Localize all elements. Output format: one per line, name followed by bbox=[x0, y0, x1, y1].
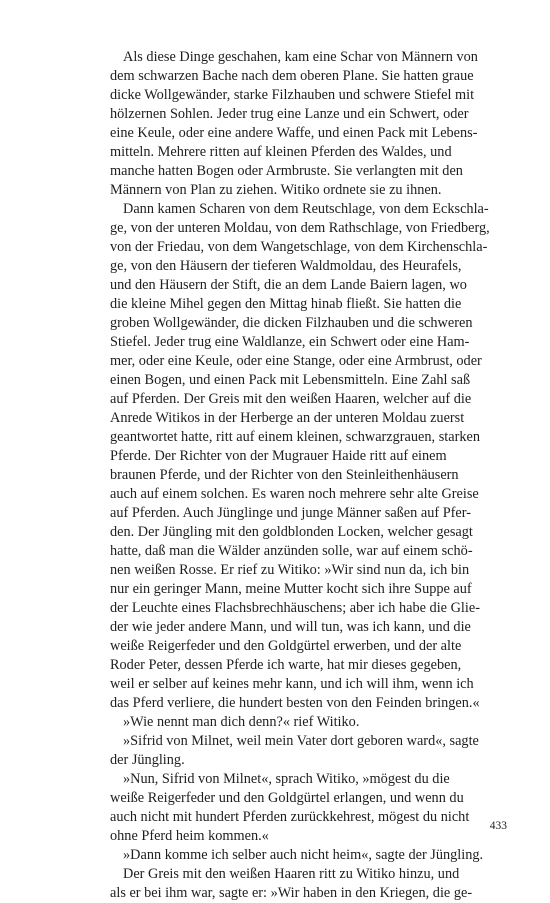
text-line: der Leuchte eines Flachsbrechhäuschens; aber ich habe die Glie- bbox=[110, 600, 480, 616]
text-line: Der Greis mit den weißen Haaren ritt zu Witiko hinzu, und bbox=[123, 866, 460, 882]
text-line: dicke Wollgewänder, starke Filzhauben und schwere Stiefel mit bbox=[110, 87, 475, 103]
text-line: auch nicht mit hundert Pferden zurückkehrest, mögest du nicht bbox=[110, 809, 470, 825]
text-line: Dann kamen Scharen von dem Reutschlage, von dem Eckschla- bbox=[123, 201, 489, 217]
text-line: Pferde. Der Richter von der Mugrauer Haide ritt auf einem bbox=[110, 448, 447, 464]
body-text bbox=[110, 48, 507, 903]
text-line: Anrede Witikos in der Herberge an der unteren Moldau zuerst bbox=[110, 410, 465, 426]
text-line: mer, oder eine Keule, oder eine Stange, oder eine Armbrust, oder bbox=[110, 353, 482, 369]
text-line: geantwortet hatte, ritt auf einem kleinen, schwarzgrauen, starken bbox=[110, 429, 480, 445]
text-line: Stiefel. Jeder trug eine Waldlanze, ein Schwert oder eine Ham- bbox=[110, 334, 470, 350]
text-line: einen Bogen, und einen Pack mit Lebensmitteln. Eine Zahl saß bbox=[110, 372, 471, 388]
text-line: »Nun, Sifrid von Milnet«, sprach Witiko, »mögest du die bbox=[123, 771, 450, 787]
text-line: Männern von Plan zu ziehen. Witiko ordnete sie zu ihnen. bbox=[110, 182, 442, 198]
text-line: auf Pferden. Auch Jünglinge und junge Männer saßen auf Pfer- bbox=[110, 505, 472, 521]
text-line: mitteln. Mehrere ritten auf kleinen Pferden des Waldes, und bbox=[110, 144, 452, 160]
text-line: auf Pferden. Der Greis mit den weißen Haaren, welcher auf die bbox=[110, 391, 472, 407]
text-line: braunen Pferde, und der Richter von den Steinleithenhäusern bbox=[110, 467, 459, 483]
text-line: von der Friedau, von dem Wangetschlage, von dem Kirchenschla- bbox=[110, 239, 488, 255]
text-line: ge, von der unteren Moldau, von dem Rathschlage, von Friedberg, bbox=[110, 220, 490, 236]
text-line: nen weißen Rosse. Er rief zu Witiko: »Wir sind nun da, ich bin bbox=[110, 562, 470, 578]
text-line: »Wie nennt man dich denn?« rief Witiko. bbox=[123, 714, 360, 730]
text-line: ge, von den Häusern der tieferen Waldmoldau, des Heurafels, bbox=[110, 258, 462, 274]
page-number: 433 bbox=[489, 820, 507, 832]
text-line: auch auf einem solchen. Es waren noch mehrere sehr alte Greise bbox=[110, 486, 479, 502]
text-line: weil er selber auf keines mehr kann, und ich will ihm, wenn ich bbox=[110, 676, 474, 692]
text-line: als er bei ihm war, sagte er: »Wir haben in den Kriegen, die ge- bbox=[110, 885, 473, 901]
text-line: eine Keule, oder eine andere Waffe, und einen Pack mit Lebens- bbox=[110, 125, 478, 141]
text-line: ohne Pferd heim kommen.« bbox=[110, 828, 269, 844]
text-line: der Jüngling. bbox=[110, 752, 185, 768]
text-line: und den Häusern der Stift, die an dem Lande Baiern lagen, wo bbox=[110, 277, 467, 293]
text-line: hölzernen Sohlen. Jeder trug eine Lanze und ein Schwert, oder bbox=[110, 106, 469, 122]
text-line: Roder Peter, dessen Pferde ich warte, hat mir dieses gegeben, bbox=[110, 657, 462, 673]
text-line: Als diese Dinge geschahen, kam eine Schar von Männern von bbox=[123, 49, 478, 65]
text-line: das Pferd verliere, die hundert besten von den Feinden bringen.« bbox=[110, 695, 480, 711]
text-line: weiße Reigerfeder und den Goldgürtel erlangen, und wenn du bbox=[110, 790, 464, 806]
text-line: die kleine Mihel gegen den Mittag hinab fließt. Sie hatten die bbox=[110, 296, 462, 312]
text-line: »Sifrid von Milnet, weil mein Vater dort geboren ward«, sagte bbox=[123, 733, 479, 749]
text-line: der wie jeder andere Mann, und will tun, was ich kann, und die bbox=[110, 619, 471, 635]
text-line: dem schwarzen Bache nach dem oberen Plane. Sie hatten graue bbox=[110, 68, 474, 84]
text-line: weiße Reigerfeder und den Goldgürtel erwerben, und der alte bbox=[110, 638, 462, 654]
text-line: hatte, daß man die Wälder anzünden solle, war auf einem schö- bbox=[110, 543, 473, 559]
text-line: »Dann komme ich selber auch nicht heim«, sagte der Jüngling. bbox=[123, 847, 484, 863]
text-line: manche hatten Bogen oder Armbruste. Sie verlangten mit den bbox=[110, 163, 463, 179]
text-line: groben Wollgewänder, die dicken Filzhauben und die schweren bbox=[110, 315, 473, 331]
text-line: nur ein geringer Mann, meine Mutter kocht sich ihre Suppe auf bbox=[110, 581, 472, 597]
text-line: den. Der Jüngling mit den goldblonden Locken, welcher gesagt bbox=[110, 524, 473, 540]
